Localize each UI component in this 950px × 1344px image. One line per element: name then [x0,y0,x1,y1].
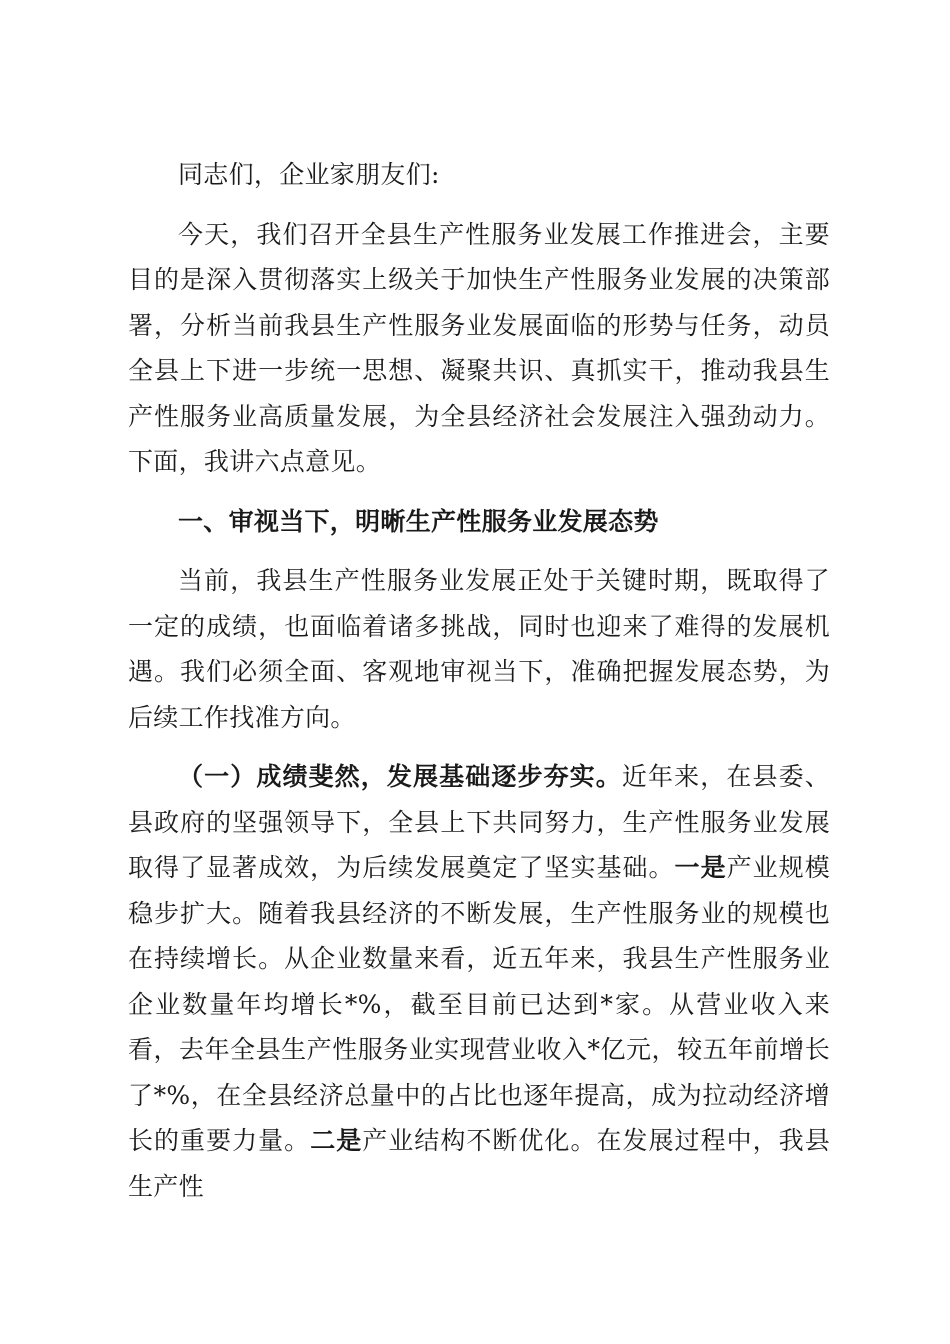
subsection-title: （一）成绩斐然，发展基础逐步夯实。 [178,762,622,791]
overview-paragraph: 当前，我县生产性服务业发展正处于关键时期，既取得了一定的成绩，也面临着诸多挑战，同时也迎来了难得的发展机遇。我们必须全面、客观地审视当下，准确把握发展态势，为后续工作找准方向。 [128,566,830,732]
subsection-paragraph [128,754,830,1209]
subsection-text-c: 产业结构不断优化。在发展过程中，我县生产性 [128,1126,830,1201]
section-heading: 一、审视当下，明晰生产性服务业发展态势 [178,506,659,536]
document-body [128,152,830,1223]
subsection-text-b: 产业规模稳步扩大。随着我县经济的不断发展，生产性服务业的规模也在持续增长。从企业数量来看，近五年来，我县生产性服务业企业数量年均增长*%，截至目前已达到*家。从营业收入来看，去年全县生产性服务业实现营业收入*亿元，较五年前增长了*%，在全县经济总量中的占比也逐年提高，成为拉动经济增长的重要力量。 [128,853,830,1155]
point-marker-1: 一是 [674,853,727,882]
point-marker-2: 二是 [310,1126,363,1155]
subsection-text-a: 近年来，在县委、县政府的坚强领导下，全县上下共同努力，生产性服务业发展取得了显著成效，为后续发展奠定了坚实基础。 [128,762,830,882]
intro-paragraph: 今天，我们召开全县生产性服务业发展工作推进会，主要目的是深入贯彻落实上级关于加快生产性服务业发展的决策部署，分析当前我县生产性服务业发展面临的形势与任务，动员全县上下进一步统一思想、凝聚共识、真抓实干，推动我县生产性服务业高质量发展，为全县经济社会发展注入强劲动力。下面，我讲六点意见。 [128,219,830,476]
salutation: 同志们，企业家朋友们: [178,160,440,189]
